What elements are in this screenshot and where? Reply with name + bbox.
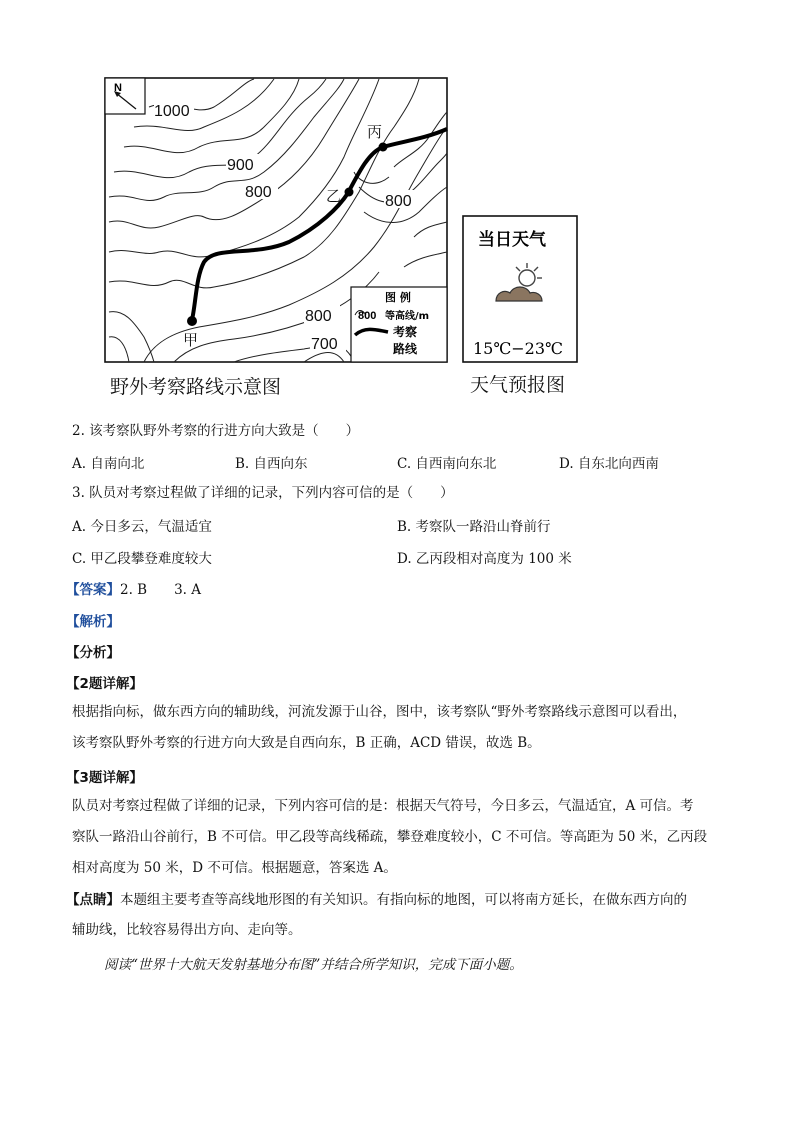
legend-route-text-2: 路线 — [393, 342, 418, 356]
analysis-tag: 【解析】 — [66, 614, 120, 630]
answer-tag: 【答案】 — [66, 582, 120, 598]
contour-label-800-b: 800 — [385, 193, 412, 210]
question-3-option-b: B. 考察队一路沿山脊前行 — [397, 519, 551, 535]
question-2-option-b: B. 自西向东 — [235, 456, 308, 472]
question-3-option-d: D. 乙丙段相对高度为 100 米 — [397, 551, 572, 567]
question-3-option-c: C. 甲乙段攀登难度较大 — [72, 551, 212, 567]
q3-detail-tag: 【3题详解】 — [66, 770, 143, 786]
point-label-jia: 甲 — [183, 331, 199, 349]
weather-title: 当日天气 — [478, 230, 546, 250]
question-2-option-d: D. 自东北向西南 — [559, 456, 659, 472]
q3-detail-line-1: 队员对考察过程做了详细的记录，下列内容可信的是：根据天气符号，今日多云，气温适宜，A 可信。考 — [72, 798, 694, 814]
question-3-option-a: A. 今日多云，气温适宜 — [72, 519, 212, 535]
point-bing-marker — [379, 143, 388, 152]
q2-detail-line-1: 根据指向标，做东西方向的辅助线，河流发源于山谷，图中，该考察队“野外考察路线示意图可以看出， — [72, 704, 687, 720]
contour-map-figure — [104, 77, 448, 363]
q2-detail-tag: 【2题详解】 — [66, 676, 143, 692]
weather-forecast-figure — [462, 215, 578, 363]
contour-label-800-c: 800 — [305, 308, 332, 325]
q2-detail-line-2: 该考察队野外考察的行进方向大致是自西向东，B 正确，ACD 错误，故选 B。 — [72, 735, 541, 751]
point-label-yi: 乙 — [326, 187, 342, 205]
answer-line — [66, 578, 201, 598]
map-legend — [351, 287, 447, 362]
point-jia-marker — [187, 316, 197, 326]
question-3-stem: 3. 队员对考察过程做了详细的记录，下列内容可信的是（ ） — [72, 485, 454, 501]
answer-text: 2. B 3. A — [120, 582, 202, 598]
weather-caption: 天气预报图 — [470, 374, 566, 396]
q3-detail-line-3: 相对高度为 50 米，D 不可信。根据题意，答案选 A。 — [72, 860, 397, 876]
contour-label-700: 700 — [311, 336, 338, 353]
legend-contour-text: 等高线/m — [385, 311, 430, 322]
legend-title: 图 例 — [385, 291, 411, 304]
weather-temperature: 15℃−23℃ — [473, 339, 563, 358]
question-2-option-a: A. 自南向北 — [72, 456, 145, 472]
point-label-bing: 丙 — [367, 123, 383, 141]
north-label: N — [114, 82, 122, 94]
legend-contour-value: 800 — [358, 310, 377, 322]
legend-route-text-1: 考察 — [393, 325, 418, 339]
question-2-option-c: C. 自西南向东北 — [397, 456, 497, 472]
dianjing-line-1 — [66, 885, 726, 915]
contour-label-1000: 1000 — [154, 103, 190, 120]
north-arrow-icon — [105, 78, 145, 114]
contour-label-900: 900 — [227, 157, 254, 174]
dianjing-tag: 【点睛】 — [66, 892, 120, 908]
reading-prompt: 阅读“世界十大航天发射基地分布图”并结合所学知识，完成下面小题。 — [104, 957, 523, 973]
dianjing-text-1: 本题组主要考查等高线地形图的有关知识。有指向标的地图，可以将南方延长，在做东西方向的 — [120, 892, 687, 908]
question-2-stem: 2. 该考察队野外考察的行进方向大致是（ ） — [72, 423, 360, 439]
dianjing-line-2: 辅助线，比较容易得出方向、走向等。 — [72, 922, 302, 938]
fenxi-tag: 【分析】 — [66, 645, 120, 661]
point-yi-marker — [345, 188, 354, 197]
q3-detail-line-2: 察队一路沿山谷前行，B 不可信。甲乙段等高线稀疏，攀登难度较小，C 不可信。等高距为 50 米，乙丙段 — [72, 829, 708, 845]
map-caption: 野外考察路线示意图 — [110, 376, 282, 398]
contour-label-800-a: 800 — [245, 184, 272, 201]
